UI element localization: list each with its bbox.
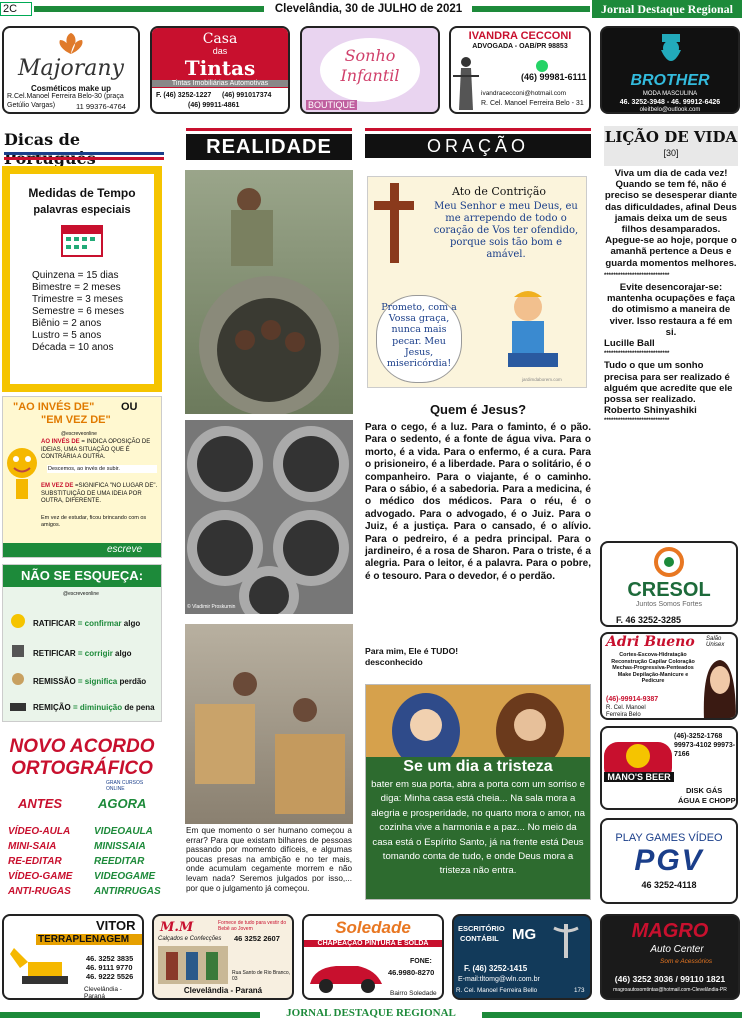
brother-name: BROTHER	[630, 72, 710, 89]
photo-concrete-pipes	[185, 420, 353, 614]
ad-magro[interactable]	[600, 914, 740, 1000]
invesde-card	[2, 396, 162, 558]
esqueca-title: NÃO SE ESQUEÇA:	[20, 568, 144, 583]
licao-p3: Tudo o que um sonho precisa para ser realizado é alguém que acredite que ele possa ser realizado.	[604, 360, 733, 406]
invesde-title-ou: OU	[121, 401, 138, 413]
medida-item: Trimestre = 3 meses	[32, 294, 124, 305]
medidas-list	[32, 270, 152, 354]
sonho-title2: Infantil	[340, 66, 400, 85]
ivandra-addr: R. Cel. Manoel Ferreira Belo - 31	[481, 100, 584, 107]
mm-logo: M.M	[160, 920, 194, 935]
licao-author3: Roberto Shinyashiki	[604, 405, 697, 417]
casa-tintas-phone3: (46) 99911-4861	[188, 102, 240, 109]
esqueca-rest: de pena	[122, 703, 155, 712]
acordo-agora: AGORA	[98, 796, 147, 811]
dicas-header	[4, 128, 164, 162]
medida-item: Semestre = 6 meses	[32, 306, 124, 317]
footer-brand: JORNAL DESTAQUE REGIONAL	[286, 1007, 456, 1019]
quem-end2: desconhecido	[365, 657, 423, 667]
soledade-phone-label: FONE:	[410, 958, 432, 965]
realidade-header	[186, 128, 352, 164]
brother-sub: MODA MASCULINA	[642, 91, 698, 97]
mm-slogan: Fornece de tudo para vestir do Bebê ao Jovem	[218, 920, 287, 932]
esqueca-mean: = diminuição	[73, 703, 123, 712]
medida-item: Lustro = 5 anos	[32, 330, 102, 341]
soledade-sub: CHAPEAÇÃO PINTURA E SOLDA	[304, 940, 442, 947]
majorany-tag: Cosméticos make up	[30, 84, 112, 93]
red-car-icon	[306, 956, 386, 996]
acordo-pair	[8, 824, 168, 839]
esqueca-item	[33, 677, 146, 686]
acordo-card	[2, 732, 162, 908]
flower-icon	[56, 32, 86, 56]
escreve-logo: escreve	[107, 544, 143, 555]
mg-addr: R. Cel. Manoel Ferreira Bello	[456, 987, 538, 994]
acordo-pair	[8, 869, 168, 884]
ato-credit: jardimdaborem.com	[522, 377, 562, 382]
ato-heading: Ato de Contrição	[452, 185, 546, 198]
soledade-addr: Bairro Soledade	[390, 990, 437, 997]
medida-item: Bimestre = 2 meses	[32, 282, 121, 293]
casa-tintas-phone2: (46) 991017374	[222, 92, 272, 99]
licao-header	[604, 126, 738, 166]
acordo-pair	[8, 854, 168, 869]
mm-tag: Calçados e Confecções	[158, 936, 222, 942]
acordo-new: VIDEOAULA	[94, 826, 153, 837]
esqueca-rest: algo	[121, 619, 141, 628]
adri-name: Adri Bueno	[606, 634, 695, 650]
ad-sonho-infantil[interactable]	[300, 26, 440, 114]
mg-email: E-mail:tltomg@wln.com.br	[458, 976, 540, 983]
casa-tintas-phone1: F. (46) 3252-1227	[156, 92, 212, 99]
justice-icon	[453, 56, 479, 112]
ivandra-name: IVANDRA CECCONI	[468, 30, 572, 42]
cresol-phone: F. 46 3252-3285	[616, 615, 682, 625]
magro-tag: Som e Acessórios	[660, 958, 713, 965]
esqueca-mean: = confirmar	[77, 619, 122, 628]
soledade-phone: 46.9980-8270	[388, 968, 435, 977]
mg-line1: ESCRITÓRIO	[458, 924, 505, 933]
medida-item: Década = 10 anos	[32, 342, 114, 353]
esqueca-card	[2, 564, 162, 722]
esqueca-item	[33, 619, 140, 628]
esqueca-mean: = corrigir	[77, 649, 113, 658]
photo-credit: © Vladimir Proskurnin	[187, 604, 236, 610]
ad-casa-tintas[interactable]	[150, 26, 290, 114]
ato-text: Meu Senhor e meu Deus, eu me arrependo de todo o coração de Vos ter ofendido, porque sois tão bom e amável.	[433, 201, 579, 260]
ad-soledade[interactable]	[302, 914, 444, 1000]
mg-num: 173	[574, 987, 585, 994]
licao-p2: Evite desencorajar-se: mantenha ocupações e faça do otimismo a maneira de viver. Isso restaura a fé em si.	[607, 282, 735, 338]
page-number: 2C	[0, 2, 32, 16]
oracao-header	[365, 128, 591, 164]
esqueca-item	[33, 649, 131, 658]
magro-sub: Auto Center	[650, 944, 704, 955]
adri-services: Cortes-Escova-Hidratação Reconstrução Capilar Coloração Mechas-Progressiva-Penteados Make Depilação-Manicure e Pedicure	[611, 652, 695, 685]
ad-majorany[interactable]	[2, 26, 140, 114]
acordo-title1: NOVO ACORDO	[9, 736, 155, 757]
ad-brother[interactable]	[600, 26, 740, 114]
sonho-title1: Sonho	[344, 46, 396, 65]
licao-separator: ****************************	[604, 351, 670, 358]
esqueca-rest: algo	[112, 649, 132, 658]
tristeza-card	[365, 684, 591, 900]
acordo-old: RE-EDITAR	[8, 856, 62, 867]
licao-num: [30]	[663, 148, 679, 158]
header-bar	[0, 0, 742, 18]
esqueca-word: REMIÇÃO	[33, 703, 71, 712]
licao-title: LIÇÃO DE VIDA	[604, 128, 738, 146]
adri-addr: R. Cel. Manoel Ferreira Belo	[606, 705, 646, 718]
vitor-city: Clevelândia - Paraná	[84, 986, 122, 1000]
invesde-meaning2: =SIGNIFICA "NO LUGAR DE". SUBSTITUIÇÃO DE UMA IDEIA POR OUTRA, DIFERENTE.	[41, 483, 158, 504]
quem-end	[365, 646, 591, 668]
majorany-addr: R.Cel.Manoel Ferreira Belo-30 (praça Getúlio Vargas)	[7, 93, 124, 109]
majorany-name: Majorany	[18, 56, 124, 81]
footer-bar	[0, 1006, 742, 1024]
cresol-logo-icon	[654, 547, 684, 577]
ad-cresol[interactable]	[600, 541, 738, 627]
tristeza-title: Se um dia a tristeza	[403, 758, 553, 775]
invesde-term2: EM VEZ DE	[41, 483, 74, 489]
invesde-handle: @escreveonline	[61, 431, 97, 437]
vitor-sub: TERRAPLENAGEM	[36, 934, 142, 945]
excavator-icon	[8, 948, 78, 986]
vitor-name: VITOR	[96, 918, 136, 933]
casa-tintas-sub: Tintas Imobiliárias Automotivas	[152, 80, 288, 87]
woman-portrait-icon	[698, 652, 738, 720]
esqueca-word: RETIFICAR	[33, 649, 76, 658]
ad-mm[interactable]	[152, 914, 294, 1000]
praying-boy-icon	[478, 285, 578, 375]
acordo-old: MINI-SAIA	[8, 841, 57, 852]
soledade-name: Soledade	[335, 918, 411, 937]
invesde-title2: "EM VEZ DE"	[41, 414, 111, 426]
pgv-title: PLAY GAMES VÍDEO	[615, 832, 723, 844]
photo-children-boxes	[185, 624, 353, 824]
ad-manos-beer[interactable]	[600, 726, 738, 810]
cross-icon	[372, 183, 416, 263]
esqueca-word: REMISSÃO	[33, 677, 76, 686]
tristeza-text: bater em sua porta, abra a porta com um sorriso e diga: Minha casa está cheia... Na sala mora a alegria e prosperidade, no quarto mora o amor, na cozinha vive a harmonia e a paz... No meio da casa está o Espírito Santo, já na frente está Deus tomando conta de tudo, e onde Deus mora a tristeza não entra.	[371, 779, 585, 877]
licao-author2: Lucille Ball	[604, 338, 655, 350]
quem-text: Para o cego, é a luz. Para o faminto, é o pão. Para o sedento, é a fonte de água viva. Para o morto, é a vida. Para o enfermo, é a cura. Para o prisioneiro, é a liberdade. Para o solitário, é o companheiro. Para o viajante, é o caminho. Para o sábio, é a sabedoria. Para a medicina, é o médico dos médicos. Para o réu, é o advogado. Para o advogado, é o Juiz. Para o Juiz, é a justiça. Para o cansado, é o alívio. Para o pedreiro, é a pedra principal. Para o jardineiro, é a rosa de Sharon. Para o triste, é a alegria. Para o leitor, é a palavra. Para o pobre, é o tesouro. Para o devedor, é o perdão.	[365, 422, 591, 582]
manos-sub2: ÁGUA E CHOPP	[678, 796, 736, 805]
acordo-antes: ANTES	[18, 796, 63, 811]
majorany-phone: 11 99376-4764	[76, 102, 126, 111]
licao-separator: ****************************	[604, 418, 670, 425]
dicas-title: Dicas de	[4, 130, 81, 149]
licao-p1: Viva um dia de cada vez! Quando se tem fé, não é preciso se desesperar diante das dificuldades, afinal Deus jamais deixa um de seus filhos desamparados. Apegue-se ao hoje, porque o amanhã pertence a Deus e guarda momentos melhores.	[604, 168, 738, 269]
licao-separator: ****************************	[604, 272, 670, 279]
mg-phone: F. (46) 3252-1415	[464, 964, 528, 973]
invesde-def1	[41, 439, 159, 462]
medida-item: Quinzena = 15 dias	[32, 270, 119, 281]
acordo-new: VIDEOGAME	[94, 871, 156, 882]
invesde-term1: AO INVÉS DE	[41, 439, 80, 445]
oracao-title: ORAÇÃO	[365, 134, 591, 158]
ad-adri-bueno[interactable]	[600, 632, 738, 720]
acordo-new: REEDITAR	[94, 856, 145, 867]
esqueca-handle: @escreveonline	[63, 591, 99, 597]
pgv-phone: 46 3252-4118	[641, 880, 697, 890]
mg-line2: CONTÁBIL	[460, 934, 499, 943]
realidade-title: REALIDADE	[186, 134, 352, 160]
ivandra-email: ivandracecconi@hotmail.com	[481, 90, 566, 97]
acordo-pair	[8, 839, 168, 854]
ad-vitor[interactable]	[2, 914, 144, 1000]
acordo-old: ANTI-RUGAS	[8, 886, 71, 897]
brother-email: oleitbelo@outlook.com	[639, 107, 701, 113]
manos-name: MANO'S BEER	[604, 772, 674, 782]
acordo-title2: ORTOGRÁFICO	[11, 758, 153, 779]
invesde-def2	[41, 483, 159, 506]
header-brand: Jornal Destaque Regional	[592, 0, 742, 18]
acordo-old: VÍDEO-AULA	[8, 826, 71, 837]
realidade-text: Em que momento o ser humano começou a errar? Para que existam bilhares de pessoas passando por momento difíceis, e algumas poucas presas na ambição e no ter mais, onde acumulam cegamente morrem e não levam nada? Seremos julgados por isso,... por que o julgamento já começou.	[186, 826, 352, 893]
acordo-old: VÍDEO-GAME	[8, 871, 73, 882]
ad-mg-contabil[interactable]	[452, 914, 592, 1000]
medidas-title1: Medidas de Tempo	[28, 186, 136, 200]
acordo-pair	[8, 884, 168, 899]
brother-phone: 46. 3252-3948 - 46. 99912-6426	[619, 99, 721, 106]
hand-icons	[9, 613, 27, 713]
calendar-icon	[60, 222, 104, 258]
sonho-sub: BOUTIQUE	[308, 100, 356, 110]
magro-phones: (46) 3252 3036 / 99110 1821	[614, 974, 726, 984]
invesde-title1: "AO INVÉS DE"	[13, 401, 95, 413]
bearded-man-icon	[656, 32, 686, 68]
acordo-new: MINISSAIA	[94, 841, 146, 852]
invesde-meaning1: = INDICA OPOSIÇÃO DE IDEIAS, UMA SITUAÇÃO QUE É CONTRÁRIA A OUTRA.	[41, 439, 151, 460]
ad-ivandra[interactable]	[449, 26, 591, 114]
esqueca-word: RATIFICAR	[33, 619, 76, 628]
ivandra-role: ADVOGADA - OAB/PR 98853	[472, 43, 568, 50]
cresol-tag: Juntos Somos Fortes	[635, 601, 703, 608]
acordo-new: ANTIRRUGAS	[94, 886, 161, 897]
acordo-pairs	[8, 824, 168, 899]
ato-bubble: Prometo, com a Vossa graça, nunca mais pecar. Meu Jesus, misericórdia!	[376, 295, 462, 383]
emoji-mascot-icon	[5, 439, 39, 509]
licao-body	[604, 168, 738, 428]
casa-tintas-title1: Casa	[202, 31, 238, 47]
store-photo	[158, 946, 228, 984]
mm-phone: 46 3252 2607	[234, 934, 280, 943]
vitor-phones: 46. 3252 3835 46. 9111 9770 46. 9222 5526	[86, 954, 134, 981]
adri-phone: (46)-99914-9387	[606, 696, 659, 703]
ato-contricao-card	[367, 176, 587, 388]
esqueca-item	[33, 703, 155, 712]
whatsapp-icon	[536, 60, 548, 72]
medidas-tempo-card	[2, 166, 162, 392]
adri-salon: Salão Unisex	[706, 636, 725, 648]
magro-name: MAGRO	[631, 920, 709, 942]
photo-boy-on-pipe	[185, 170, 353, 414]
mg-logo: MG	[512, 926, 537, 943]
cresol-name: CRESOL	[627, 579, 711, 601]
quem-end1: Para mim, Ele é TUDO!	[365, 646, 459, 656]
magro-email: magroautosomtintas@hotmail.com-Clevelândia-PR	[613, 987, 727, 993]
invesde-example2: Em vez de estudar, ficou brincando com os amigos.	[41, 515, 147, 528]
casa-tintas-title3: Tintas	[184, 56, 256, 80]
esqueca-mean: = significa	[77, 677, 118, 686]
medida-item: Biênio = 2 anos	[32, 318, 102, 329]
invesde-example1: Descemos, ao invés de subir.	[47, 465, 157, 473]
invesde-social-bar	[3, 543, 161, 557]
medidas-title2: palavras especiais	[33, 204, 131, 216]
mary-jesus-image	[366, 685, 590, 757]
caduceus-icon	[546, 920, 586, 960]
pgv-logo: PGV	[634, 844, 704, 877]
ad-pgv[interactable]	[600, 818, 738, 904]
header-city-date: Clevelândia, 30 de JULHO de 2021	[274, 3, 463, 15]
ivandra-phone: (46) 99981-6111	[521, 72, 587, 82]
acordo-brand: GRAN CURSOS ONLINE	[106, 780, 144, 792]
manos-phones: (46)-3252-1768 99973-4102 99973-7166	[674, 733, 736, 758]
esqueca-rest: perdão	[117, 677, 147, 686]
mm-addr: Rua Santo de Rio Branco, 03	[232, 970, 291, 982]
quem-title: Quem é Jesus?	[429, 402, 527, 417]
casa-tintas-title2: das	[212, 46, 228, 56]
mm-city: Clevelândia - Paraná	[183, 986, 263, 995]
manos-sub1: DISK GÁS	[686, 786, 723, 795]
